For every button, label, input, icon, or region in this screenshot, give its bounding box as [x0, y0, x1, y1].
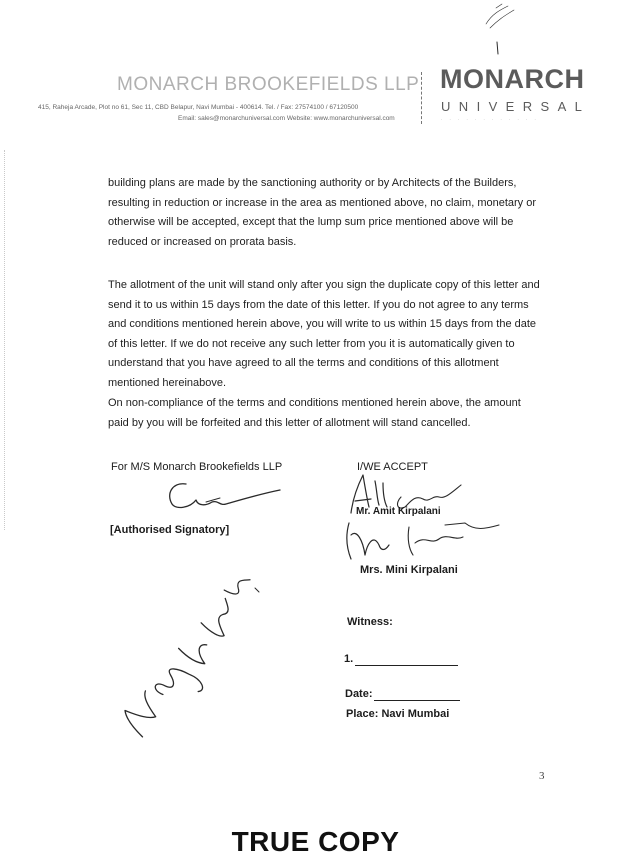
- for-company-label: For M/S Monarch Brookefields LLP: [111, 461, 283, 473]
- date-line: [374, 700, 460, 701]
- witness-1-line: [355, 665, 458, 666]
- paragraph-non-compliance: On non-compliance of the terms and conditions mentioned herein above, the amount paid by you will be forfeited and this letter of allotment will stand cancelled.: [108, 397, 521, 429]
- paragraph-area-variation: building plans are made by the sanctioning authority or by Architects of the Builders, resulting in reduction or increase in the area as mentioned above, no claim, monetary or otherwise will be accepted, except that the lump sum price mentioned above will be reduced or increased on prorata basis.: [108, 177, 537, 248]
- date-label: Date:: [345, 688, 373, 700]
- paragraph-allotment-terms: The allotment of the unit will stand only after you sign the duplicate copy of this letter and send it to us within 15 days from the date of this letter. If you do not agree to any terms and conditions mentioned herein above, you will write to us within 15 days from the date of this letter. If we do not receive any such letter from you it is automatically given to understand that you have agreed to all the terms and conditions of this allotment mentioned hereinabove.: [108, 279, 540, 389]
- witness-label: Witness:: [347, 616, 393, 628]
- page-number: 3: [539, 770, 545, 782]
- witness-1-label: 1.: [344, 653, 354, 665]
- letterhead-company-name: MONARCH BROOKEFIELDS LLP: [117, 74, 420, 95]
- signatory-mrs-mini-kirpalani: Mrs. Mini Kirpalani: [360, 564, 458, 576]
- monarch-logo-subtitle: UNIVERSAL: [441, 99, 591, 114]
- company-signature: [160, 478, 285, 518]
- authorised-signatory-label: [Authorised Signatory]: [110, 524, 230, 536]
- signatory-mr-amit-kirpalani: Mr. Amit Kirpalani: [356, 506, 441, 517]
- accept-heading: I/WE ACCEPT: [357, 461, 428, 473]
- scan-edge-mark: [4, 150, 5, 530]
- monarch-logo-word: MONARCH: [440, 64, 585, 94]
- place-label: Place: Navi Mumbai: [346, 708, 450, 720]
- mini-kirpalani-signature: [335, 515, 505, 565]
- letterhead-divider: [421, 72, 422, 124]
- letterhead-contact: Email: sales@monarchuniversal.com Website: www.monarchuniversal.com: [178, 115, 395, 122]
- letterhead-address: 415, Raheja Arcade, Plot no 61, Sec 11, CBD Belapur, Navi Mumbai - 400614. Tel. / Fax: 27574100 / 67120500: [38, 104, 359, 111]
- diagonal-handwritten-signature: [95, 586, 265, 756]
- monarch-logo-tagline: . . . . . . . . . . . .: [441, 116, 539, 121]
- true-copy-stamp: TRUE COPY: [231, 826, 400, 857]
- corner-scribble: [478, 2, 528, 57]
